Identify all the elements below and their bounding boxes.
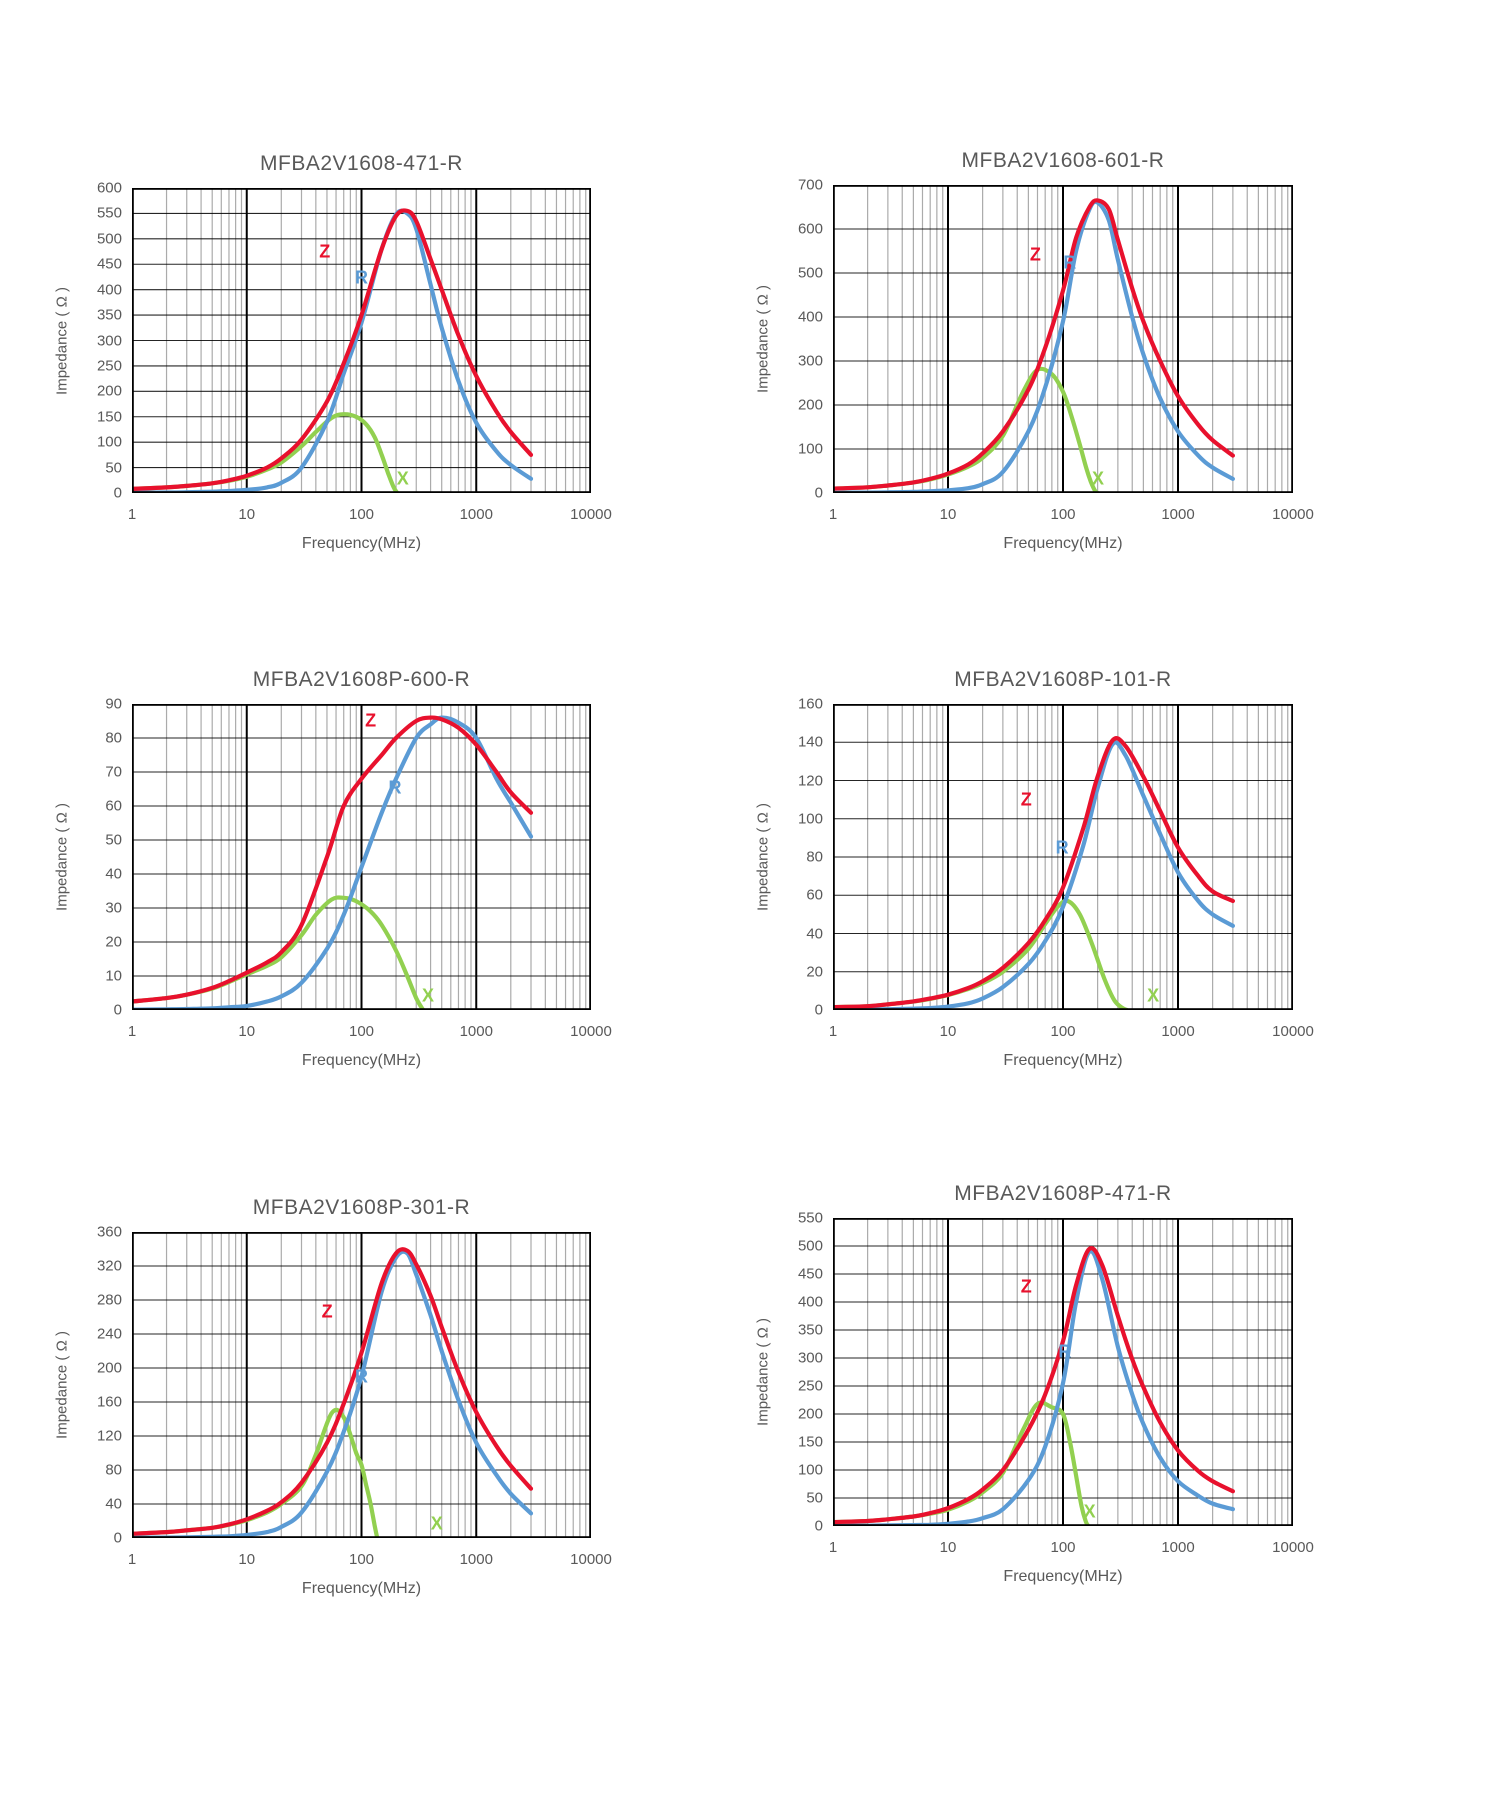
y-tick-label: 0 xyxy=(113,484,122,502)
plot-area xyxy=(833,1218,1293,1526)
impedance-chart-p600 xyxy=(47,646,616,1102)
y-axis-title xyxy=(750,1218,776,1526)
y-tick-label: 200 xyxy=(797,1405,823,1423)
y-tick-label: 200 xyxy=(96,382,122,400)
x-tick-label: 100 xyxy=(348,506,375,523)
y-axis-title-text: Impedance ( Ω ) xyxy=(53,1331,71,1439)
y-tick-label: 50 xyxy=(105,831,122,849)
x-axis-title: Frequency(MHz) xyxy=(1003,535,1123,552)
y-tick-label: 100 xyxy=(797,1461,823,1479)
y-tick-label: 80 xyxy=(105,729,122,747)
y-tick-label: 70 xyxy=(105,763,122,781)
y-tick-label: 500 xyxy=(96,230,122,248)
series-label-r: R xyxy=(1055,837,1069,858)
y-tick-label: 300 xyxy=(797,1349,823,1367)
y-tick-label: 450 xyxy=(797,1265,823,1283)
y-tick-label: 250 xyxy=(96,357,122,375)
y-tick-label: 200 xyxy=(96,1359,122,1377)
chart-title: MFBA2V1608P-301-R xyxy=(252,1196,471,1219)
y-tick-label: 40 xyxy=(806,925,823,942)
x-axis-title: Frequency(MHz) xyxy=(1003,1052,1123,1069)
y-tick-label: 120 xyxy=(96,1427,122,1445)
plot-area xyxy=(833,185,1293,493)
y-tick-label: 80 xyxy=(806,848,823,866)
chart-title: MFBA2V1608P-471-R xyxy=(954,1182,1172,1205)
impedance-chart-p301 xyxy=(47,1174,616,1630)
x-axis-title: Frequency(MHz) xyxy=(301,1052,422,1069)
y-axis-title xyxy=(49,188,75,493)
x-tick-label: 100 xyxy=(1050,1023,1076,1040)
series-label-x: X xyxy=(422,985,435,1006)
y-tick-label: 320 xyxy=(96,1257,122,1275)
series-label-x: X xyxy=(1083,1501,1096,1522)
x-tick-label: 1 xyxy=(828,1023,838,1040)
x-tick-label: 100 xyxy=(1050,506,1076,523)
y-tick-label: 60 xyxy=(105,797,122,815)
y-tick-label: 600 xyxy=(797,220,823,238)
series-label-x: X xyxy=(396,468,409,489)
y-tick-label: 350 xyxy=(96,306,122,324)
y-tick-label: 0 xyxy=(814,1517,823,1535)
y-tick-label: 400 xyxy=(797,1293,823,1311)
y-tick-label: 250 xyxy=(797,1377,823,1395)
y-tick-label: 40 xyxy=(105,1495,122,1513)
x-axis-title: Frequency(MHz) xyxy=(301,535,422,552)
y-tick-label: 50 xyxy=(806,1489,823,1507)
impedance-chart-471 xyxy=(47,130,616,585)
y-tick-label: 20 xyxy=(806,963,823,981)
x-tick-label: 10 xyxy=(238,1551,256,1568)
x-tick-label: 1 xyxy=(828,506,838,523)
y-tick-label: 500 xyxy=(797,1237,823,1255)
x-tick-label: 1 xyxy=(127,506,137,523)
y-axis-title-text: Impedance ( Ω ) xyxy=(754,803,772,911)
y-tick-label: 20 xyxy=(105,933,122,951)
y-axis-title-text: Impedance ( Ω ) xyxy=(754,285,772,393)
x-tick-label: 1 xyxy=(127,1551,137,1568)
series-label-r: R xyxy=(1063,252,1077,273)
chart-title: MFBA2V1608P-101-R xyxy=(954,668,1172,691)
series-label-x: X xyxy=(1091,468,1104,489)
chart-title: MFBA2V1608-471-R xyxy=(260,152,463,175)
x-tick-label: 10000 xyxy=(1272,506,1314,523)
y-tick-label: 600 xyxy=(96,179,122,197)
impedance-chart-p471 xyxy=(748,1160,1318,1618)
x-tick-label: 1 xyxy=(828,1539,838,1556)
y-tick-label: 140 xyxy=(797,733,823,751)
x-tick-label: 10000 xyxy=(570,1551,612,1568)
x-tick-label: 10000 xyxy=(1272,1539,1314,1556)
x-tick-label: 10 xyxy=(238,506,256,523)
y-tick-label: 10 xyxy=(105,967,122,985)
y-tick-label: 100 xyxy=(96,433,122,451)
y-tick-label: 160 xyxy=(96,1393,122,1411)
series-label-x: X xyxy=(1147,985,1160,1006)
y-tick-label: 100 xyxy=(797,810,823,828)
y-axis-title xyxy=(750,185,776,493)
y-tick-label: 500 xyxy=(797,264,823,282)
series-label-r: R xyxy=(1058,1341,1072,1362)
series-label-r: R xyxy=(388,777,402,798)
y-tick-label: 200 xyxy=(797,396,823,414)
y-tick-label: 160 xyxy=(797,695,823,713)
y-tick-label: 400 xyxy=(96,281,122,299)
x-axis-title: Frequency(MHz) xyxy=(1003,1568,1123,1585)
x-tick-label: 1000 xyxy=(459,1023,493,1040)
chart-title: MFBA2V1608P-600-R xyxy=(252,668,471,691)
x-tick-label: 10 xyxy=(939,1539,957,1556)
y-axis-title-text: Impedance ( Ω ) xyxy=(53,286,71,395)
y-tick-label: 300 xyxy=(797,352,823,370)
y-tick-label: 0 xyxy=(814,484,823,502)
x-tick-label: 10 xyxy=(939,1023,957,1040)
series-label-z: Z xyxy=(1020,1276,1032,1297)
x-tick-label: 1000 xyxy=(459,506,493,523)
x-tick-label: 100 xyxy=(348,1551,375,1568)
y-tick-label: 0 xyxy=(113,1001,122,1019)
x-tick-label: 10 xyxy=(238,1023,256,1040)
y-tick-label: 150 xyxy=(96,408,122,426)
impedance-chart-p101 xyxy=(748,646,1318,1102)
x-tick-label: 1000 xyxy=(1161,1023,1195,1040)
series-label-z: Z xyxy=(321,1301,333,1322)
y-tick-label: 0 xyxy=(814,1001,823,1019)
y-tick-label: 80 xyxy=(105,1461,122,1479)
plot-area xyxy=(132,704,591,1010)
y-axis-title xyxy=(49,704,75,1010)
series-label-z: Z xyxy=(1029,244,1041,265)
y-tick-label: 90 xyxy=(105,695,122,713)
y-tick-label: 450 xyxy=(96,255,122,273)
series-label-x: X xyxy=(430,1513,443,1534)
y-tick-label: 700 xyxy=(797,176,823,194)
y-tick-label: 550 xyxy=(797,1209,823,1227)
x-tick-label: 100 xyxy=(1050,1539,1076,1556)
y-tick-label: 360 xyxy=(96,1223,122,1241)
y-axis-title xyxy=(49,1232,75,1538)
y-tick-label: 280 xyxy=(96,1291,122,1309)
y-tick-label: 550 xyxy=(96,204,122,222)
chart-title: MFBA2V1608-601-R xyxy=(961,149,1165,172)
x-tick-label: 100 xyxy=(348,1023,375,1040)
y-tick-label: 300 xyxy=(96,332,122,349)
x-tick-label: 10000 xyxy=(570,1023,612,1040)
series-label-z: Z xyxy=(319,241,331,262)
plot-area xyxy=(132,188,591,493)
y-tick-label: 60 xyxy=(806,886,823,904)
x-tick-label: 1000 xyxy=(1161,1539,1195,1556)
series-label-z: Z xyxy=(365,710,377,731)
series-label-r: R xyxy=(355,1366,368,1387)
y-tick-label: 150 xyxy=(797,1433,823,1451)
y-tick-label: 350 xyxy=(797,1321,823,1339)
y-tick-label: 240 xyxy=(96,1325,122,1343)
x-axis-title: Frequency(MHz) xyxy=(301,1580,422,1597)
y-tick-label: 400 xyxy=(797,308,823,326)
series-label-r: R xyxy=(355,267,368,288)
series-label-z: Z xyxy=(1020,789,1032,810)
y-axis-title xyxy=(750,704,776,1010)
y-tick-label: 100 xyxy=(797,440,823,458)
impedance-chart-601 xyxy=(748,127,1318,585)
x-tick-label: 10000 xyxy=(1272,1023,1314,1040)
x-tick-label: 10 xyxy=(939,506,957,523)
x-tick-label: 1000 xyxy=(459,1551,493,1568)
x-tick-label: 1000 xyxy=(1161,506,1195,523)
x-tick-label: 1 xyxy=(127,1023,137,1040)
y-tick-label: 30 xyxy=(105,899,122,917)
y-tick-label: 0 xyxy=(113,1529,122,1547)
y-tick-label: 120 xyxy=(797,772,823,789)
x-tick-label: 10000 xyxy=(570,506,612,523)
y-tick-label: 50 xyxy=(105,459,122,477)
y-tick-label: 40 xyxy=(105,865,122,883)
y-axis-title-text: Impedance ( Ω ) xyxy=(53,803,71,911)
y-axis-title-text: Impedance ( Ω ) xyxy=(754,1318,772,1426)
